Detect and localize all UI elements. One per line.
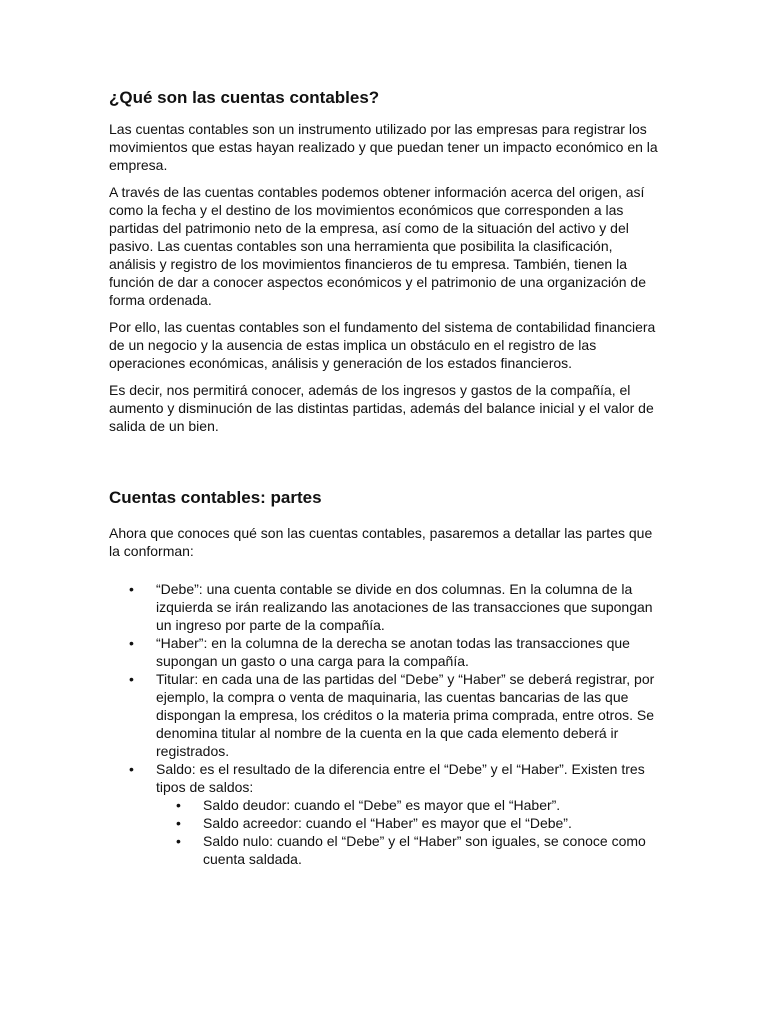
- paragraph-informacion: A través de las cuentas contables podemos obtener información acerca del origen, así como la fecha y el destino de los movimientos económicos que corresponden a las partidas del patrimonio neto de la empresa, así como de la situación del activo y del pasivo. Las cuentas contables son una herramienta que posibilita la clasificación, análisis y registro de los movimientos financieros de tu empresa. También, tienen la función de dar a conocer aspectos económicos y el patrimonio de una organización de forma ordenada.: [109, 184, 646, 308]
- sub-item-saldo-acreedor: [156, 814, 661, 832]
- paragraph-intro-partes: Ahora que conoces qué son las cuentas contables, pasaremos a detallar las partes que la conforman:: [109, 525, 653, 559]
- paragraph-es-decir: Es decir, nos permitirá conocer, además de los ingresos y gastos de la compañía, el aumento y disminución de las distintas partidas, además del balance inicial y el valor de salida de un bien.: [109, 382, 654, 434]
- list-item-debe: [109, 580, 661, 634]
- paragraph-fundamento: Por ello, las cuentas contables son el fundamento del sistema de contabilidad financiera de un negocio y la ausencia de estas implica un obstáculo en el registro de las operaciones económicas, análisis y generación de los estados financieros.: [109, 319, 656, 371]
- paragraph-definicion: Las cuentas contables son un instrumento utilizado por las empresas para registrar los movimientos que estas hayan realizado y que puedan tener un impacto económico en la empresa.: [109, 121, 658, 173]
- document-page: [109, 0, 661, 868]
- list-item-text: Saldo: es el resultado de la diferencia entre el “Debe” y el “Haber”. Existen tres tipos de saldos:: [156, 761, 645, 795]
- bullet-icon: •: [176, 815, 181, 831]
- list-item-text: Titular: en cada una de las partidas del “Debe” y “Haber” se deberá registrar, por ejemplo, la compra o venta de maquinaria, las cuentas bancarias de las que dispongan la empresa, los créditos o la materia prima comprada, entre otros. Se denomina titular al nombre de la cuenta en la que cada elemento deberá ir registrados.: [156, 671, 655, 759]
- bullet-icon: •: [129, 635, 134, 651]
- bullet-icon: •: [129, 761, 134, 777]
- sub-item-saldo-nulo: [156, 832, 661, 868]
- bullet-icon: •: [176, 833, 181, 849]
- list-item-text: “Haber”: en la columna de la derecha se anotan todas las transacciones que supongan un gasto o una carga para la compañía.: [156, 635, 630, 669]
- sub-item-text: Saldo deudor: cuando el “Debe” es mayor que el “Haber”.: [203, 797, 561, 813]
- list-item-saldo: [109, 760, 661, 868]
- section-title-partes: Cuentas contables: partes: [109, 488, 322, 507]
- bullet-icon: •: [129, 581, 134, 597]
- list-item-titular: [109, 670, 661, 760]
- bullet-icon: •: [129, 671, 134, 687]
- list-item-text: “Debe”: una cuenta contable se divide en dos columnas. En la columna de la izquierda se irán realizando las anotaciones de las transacciones que supongan un ingreso por parte de la compañía.: [156, 581, 653, 633]
- bullet-icon: •: [176, 797, 181, 813]
- sub-item-text: Saldo acreedor: cuando el “Haber” es mayor que el “Debe”.: [203, 815, 572, 831]
- section-title-cuentas-contables: ¿Qué son las cuentas contables?: [109, 88, 380, 107]
- saldo-types-list: [156, 796, 661, 868]
- sub-item-saldo-deudor: [156, 796, 661, 814]
- partes-list: [109, 580, 661, 868]
- sub-item-text: Saldo nulo: cuando el “Debe” y el “Haber” son iguales, se conoce como cuenta saldada.: [203, 833, 646, 867]
- list-item-haber: [109, 634, 661, 670]
